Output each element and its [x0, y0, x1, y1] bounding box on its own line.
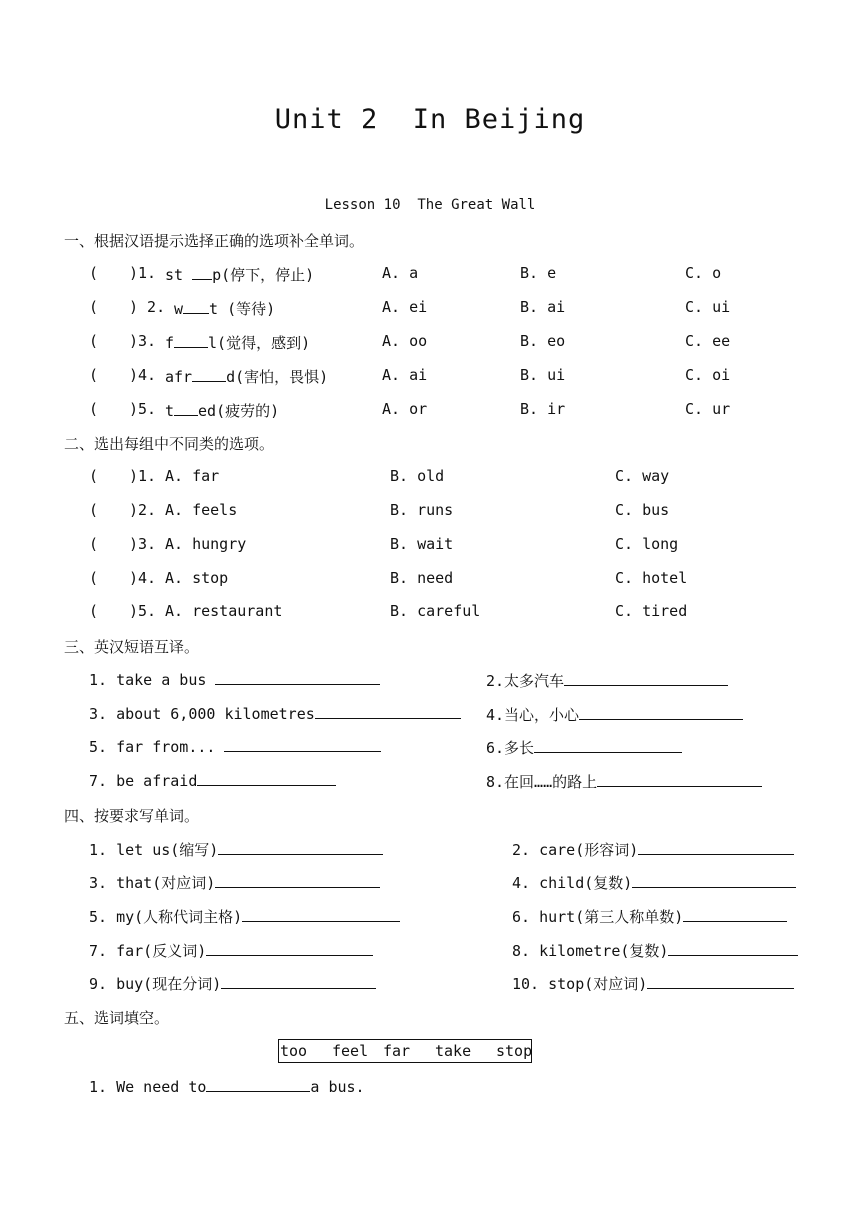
part2-question-row: ( )2. A. feels B. runs C. bus [89, 501, 670, 519]
word-bank-item: stop [496, 1042, 533, 1060]
answer-blank[interactable] [597, 772, 762, 787]
question-number: ) 2. [129, 298, 166, 316]
answer-blank[interactable] [668, 941, 798, 956]
part4-row [0, 872, 860, 894]
answer-blank[interactable] [242, 907, 400, 922]
section-3-heading: 三、英汉短语互译。 [64, 638, 200, 656]
section-2-heading: 二、选出每组中不同类的选项。 [64, 435, 275, 453]
question-word: afr d(害怕，畏惧) [165, 368, 329, 386]
phrase-left: 5. far from... [89, 737, 381, 756]
question-number: )4. [129, 366, 157, 384]
word-task-left: 1. let us(缩写) [89, 839, 383, 860]
option-c: C. ee [685, 332, 731, 350]
option-c: C. hotel [615, 569, 688, 587]
part4-row [0, 940, 860, 962]
option-b: B. ir [520, 400, 566, 418]
word-bank-item: feel [332, 1042, 369, 1060]
option-b: B. careful [390, 602, 481, 620]
lesson-subtitle: Lesson 10 The Great Wall [324, 197, 536, 213]
word-task-right: 6. hurt(第三人称单数) [512, 906, 787, 927]
word-bank-item: too [280, 1042, 308, 1060]
word-blank[interactable] [183, 299, 209, 314]
question-number: )3. [129, 535, 157, 553]
answer-blank[interactable] [221, 974, 376, 989]
option-b: B. runs [390, 501, 454, 519]
question-number: )3. [129, 332, 157, 350]
option-a: A. feels [165, 501, 238, 519]
answer-blank[interactable] [206, 1077, 310, 1092]
word-blank[interactable] [174, 333, 208, 348]
question-number: )5. [129, 602, 157, 620]
section-4-heading: 四、按要求写单词。 [64, 807, 200, 825]
word-task-left: 7. far(反义词) [89, 940, 373, 961]
part3-row [0, 771, 860, 793]
answer-blank[interactable] [206, 941, 373, 956]
part4-row [0, 906, 860, 928]
answer-blank[interactable] [215, 873, 380, 888]
answer-blank[interactable] [683, 907, 787, 922]
option-b: B. wait [390, 535, 454, 553]
answer-blank[interactable] [215, 670, 380, 685]
part2-question-row: ( )3. A. hungry B. wait C. long [89, 535, 679, 553]
part3-row [0, 737, 860, 759]
answer-blank[interactable] [632, 873, 796, 888]
answer-blank[interactable] [534, 738, 682, 753]
section-1-heading: 一、根据汉语提示选择正确的选项补全单词。 [64, 232, 365, 250]
question-word: st p(停下，停止) [165, 266, 315, 284]
part4-row [0, 973, 860, 995]
word-task-right: 10. stop(对应词) [512, 973, 794, 994]
option-b: B. ai [520, 298, 566, 316]
part5-question-row [0, 1077, 860, 1099]
answer-blank[interactable] [564, 671, 728, 686]
word-blank[interactable] [192, 367, 226, 382]
part1-question-row: ( )4. afr d(害怕，畏惧) A. ai B. ui C. oi [89, 366, 731, 386]
option-a: A. a [382, 264, 419, 282]
part3-row [0, 704, 860, 726]
question-word: t ed(疲劳的) [165, 402, 280, 420]
phrase-left: 7. be afraid [89, 771, 336, 790]
word-blank[interactable] [174, 401, 198, 416]
option-c: C. ui [685, 298, 731, 316]
question-number: )5. [129, 400, 157, 418]
part2-question-row: ( )5. A. restaurant B. careful C. tired [89, 602, 688, 620]
word-task-right: 2. care(形容词) [512, 839, 794, 860]
part2-question-row: ( )4. A. stop B. need C. hotel [89, 569, 688, 587]
option-c: C. tired [615, 602, 688, 620]
answer-blank[interactable] [315, 704, 461, 719]
answer-blank[interactable] [647, 974, 794, 989]
question-number: )1. [129, 467, 157, 485]
option-a: A. hungry [165, 535, 247, 553]
phrase-left: 3. about 6,000 kilometres [89, 704, 461, 723]
question-number: )2. [129, 501, 157, 519]
phrase-right: 4.当心，小心 [486, 704, 743, 725]
option-b: B. need [390, 569, 454, 587]
phrase-right: 6.多长 [486, 737, 682, 758]
answer-blank[interactable] [197, 771, 336, 786]
phrase-left: 1. take a bus [89, 670, 380, 689]
option-c: C. bus [615, 501, 670, 519]
option-a: A. far [165, 467, 220, 485]
word-blank[interactable] [192, 265, 212, 280]
part1-question-row: ( )3. f l(觉得，感到) A. oo B. eo C. ee [89, 332, 731, 352]
word-task-left: 3. that(对应词) [89, 872, 380, 893]
word-task-right: 8. kilometre(复数) [512, 940, 798, 961]
word-bank-item: far [383, 1042, 411, 1060]
section-5-heading: 五、选词填空。 [64, 1009, 170, 1027]
option-c: C. oi [685, 366, 731, 384]
answer-blank[interactable] [224, 737, 381, 752]
phrase-right: 8.在回……的路上 [486, 771, 762, 792]
option-a: A. ai [382, 366, 428, 384]
page-title: Unit 2 In Beijing [274, 104, 586, 135]
question-number: )4. [129, 569, 157, 587]
option-a: A. or [382, 400, 428, 418]
word-bank-box [278, 1039, 532, 1063]
part1-question-row: ( ) 2. w t (等待) A. ei B. ai C. ui [89, 298, 731, 318]
option-a: A. ei [382, 298, 428, 316]
question-number: )1. [129, 264, 157, 282]
phrase-right: 2.太多汽车 [486, 670, 728, 691]
option-a: A. oo [382, 332, 428, 350]
answer-blank[interactable] [218, 840, 383, 855]
option-c: C. way [615, 467, 670, 485]
part3-row [0, 670, 860, 692]
option-c: C. long [615, 535, 679, 553]
option-b: B. e [520, 264, 557, 282]
answer-blank[interactable] [579, 705, 743, 720]
option-c: C. ur [685, 400, 731, 418]
option-a: A. restaurant [165, 602, 283, 620]
option-b: B. old [390, 467, 445, 485]
word-task-left: 5. my(人称代词主格) [89, 906, 400, 927]
question-word: f l(觉得，感到) [165, 334, 311, 352]
option-c: C. o [685, 264, 722, 282]
part1-question-row: ( )5. t ed(疲劳的) A. or B. ir C. ur [89, 400, 731, 420]
question-word: w t (等待) [174, 300, 276, 318]
part2-question-row: ( )1. A. far B. old C. way [89, 467, 670, 485]
answer-blank[interactable] [638, 840, 794, 855]
word-bank-item: take [435, 1042, 472, 1060]
option-b: B. ui [520, 366, 566, 384]
word-task-left: 9. buy(现在分词) [89, 973, 376, 994]
part1-question-row: ( )1. st p(停下，停止) A. a B. e C. o [89, 264, 722, 284]
option-a: A. stop [165, 569, 229, 587]
word-task-right: 4. child(复数) [512, 872, 796, 893]
fill-sentence: 1. We need to a bus. [89, 1078, 365, 1096]
option-b: B. eo [520, 332, 566, 350]
part4-row [0, 839, 860, 861]
